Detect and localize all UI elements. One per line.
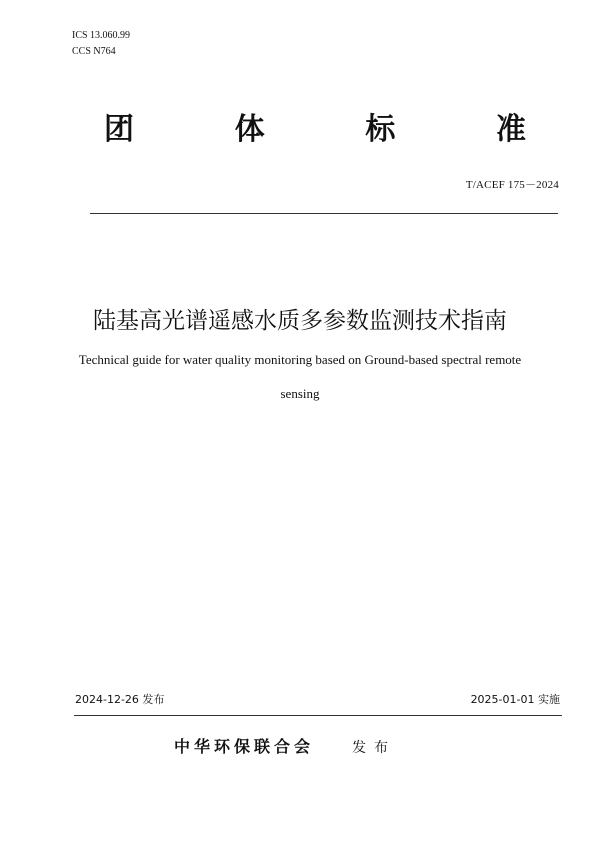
standard-type-heading xyxy=(104,110,526,150)
english-title-line-2: sensing xyxy=(280,386,320,401)
publisher-name: 中华环保联合会 xyxy=(174,737,315,756)
bottom-divider xyxy=(74,715,562,716)
standard-number: T/ACEF 175－2024 xyxy=(465,179,559,191)
top-divider xyxy=(90,213,558,214)
publish-label: 发布 xyxy=(352,740,397,756)
standard-type-char: 标 xyxy=(365,112,396,147)
implementation-date: 2025-01-01 实施 xyxy=(470,693,560,706)
chinese-title: 陆基高光谱遥感水质多参数监测技术指南 xyxy=(93,308,507,334)
ccs-code: CCS N764 xyxy=(72,46,116,57)
standard-type-char: 团 xyxy=(104,112,134,147)
ics-code: ICS 13.060.99 xyxy=(72,30,131,41)
english-title-line-1: Technical guide for water quality monitoring based on Ground-based spectral remote xyxy=(78,352,522,367)
standard-type-char: 准 xyxy=(495,112,526,147)
standard-type-char: 体 xyxy=(234,112,265,147)
issue-date: 2024-12-26 发布 xyxy=(75,693,165,706)
publisher-line xyxy=(174,736,396,759)
